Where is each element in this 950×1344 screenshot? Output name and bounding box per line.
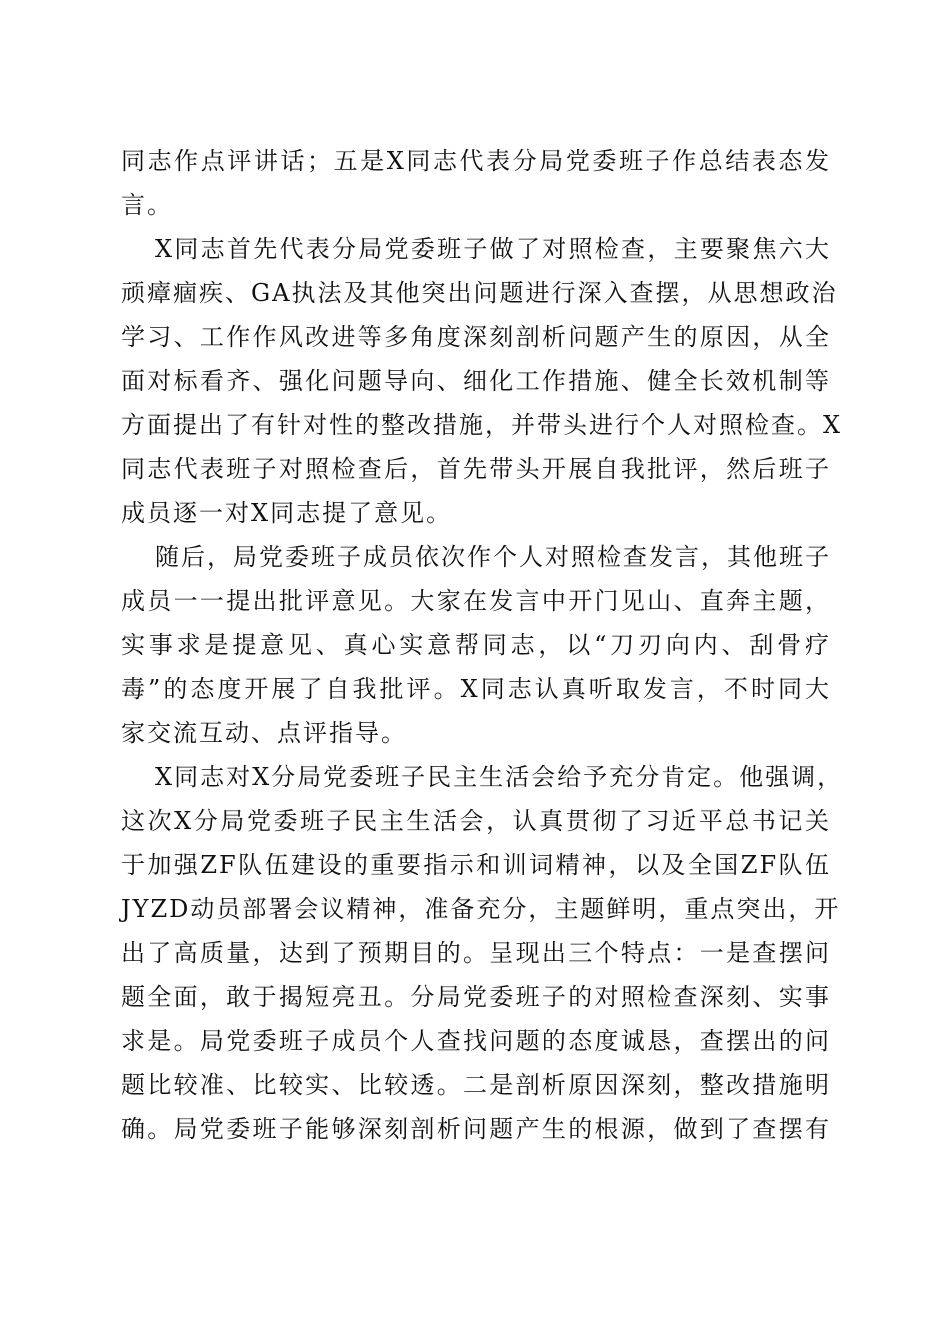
text-line: 成员逐一对X同志提了意见。 [121, 499, 453, 527]
text-line: 家交流互动、点评指导。 [121, 719, 407, 747]
text-line: X同志首先代表分局党委班子做了对照检查，主要聚焦六大 [155, 235, 831, 263]
text-line: 确。局党委班子能够深刻剖析问题产生的根源，做到了查摆有 [121, 1115, 831, 1143]
text-line: 题比较准、比较实、比较透。二是剖析原因深刻，整改措施明 [121, 1071, 831, 1099]
text-line: JYZD动员部署会议精神，准备充分，主题鲜明，重点突出，开 [121, 895, 841, 923]
text-line: 成员一一提出批评意见。大家在发言中开门见山、直奔主题， [121, 587, 831, 615]
text-line: 求是。局党委班子成员个人查找问题的态度诚恳，查摆出的问 [121, 1027, 831, 1055]
text-line: 同志作点评讲话；五是X同志代表分局党委班子作总结表态发 [121, 147, 831, 175]
text-line: 出了高质量，达到了预期目的。呈现出三个特点：一是查摆问 [121, 939, 831, 967]
text-line: 言。 [121, 191, 173, 219]
text-line: 于加强ZF队伍建设的重要指示和训词精神，以及全国ZF队伍 [121, 851, 831, 879]
text-line: 这次X分局党委班子民主生活会，认真贯彻了习近平总书记关 [121, 807, 831, 835]
text-line: 顽瘴痼疾、GA执法及其他突出问题进行深入查摆，从思想政治 [121, 279, 838, 307]
paragraph [121, 227, 843, 535]
text-line: 学习、工作作风改进等多角度深刻剖析问题产生的原因，从全 [121, 323, 831, 351]
text-line: 题全面，敢于揭短亮丑。分局党委班子的对照检查深刻、实事 [121, 983, 831, 1011]
text-line: 随后，局党委班子成员依次作个人对照检查发言，其他班子 [155, 543, 831, 571]
text-line: 毒”的态度开展了自我批评。X同志认真听取发言，不时同大 [121, 675, 831, 703]
paragraph [121, 755, 844, 1151]
paragraph [121, 139, 831, 227]
text-line: 实事求是提意见、真心实意帮同志，以“刀刃向内、刮骨疗 [121, 631, 831, 659]
text-line: 面对标看齐、强化问题导向、细化工作措施、健全长效机制等 [121, 367, 831, 395]
text-line: 方面提出了有针对性的整改措施，并带头进行个人对照检查。X [121, 411, 843, 439]
paragraph [121, 535, 831, 755]
document-body [121, 139, 844, 1151]
text-line: X同志对X分局党委班子民主生活会给予充分肯定。他强调， [155, 763, 844, 791]
text-line: 同志代表班子对照检查后，首先带头开展自我批评，然后班子 [121, 455, 831, 483]
